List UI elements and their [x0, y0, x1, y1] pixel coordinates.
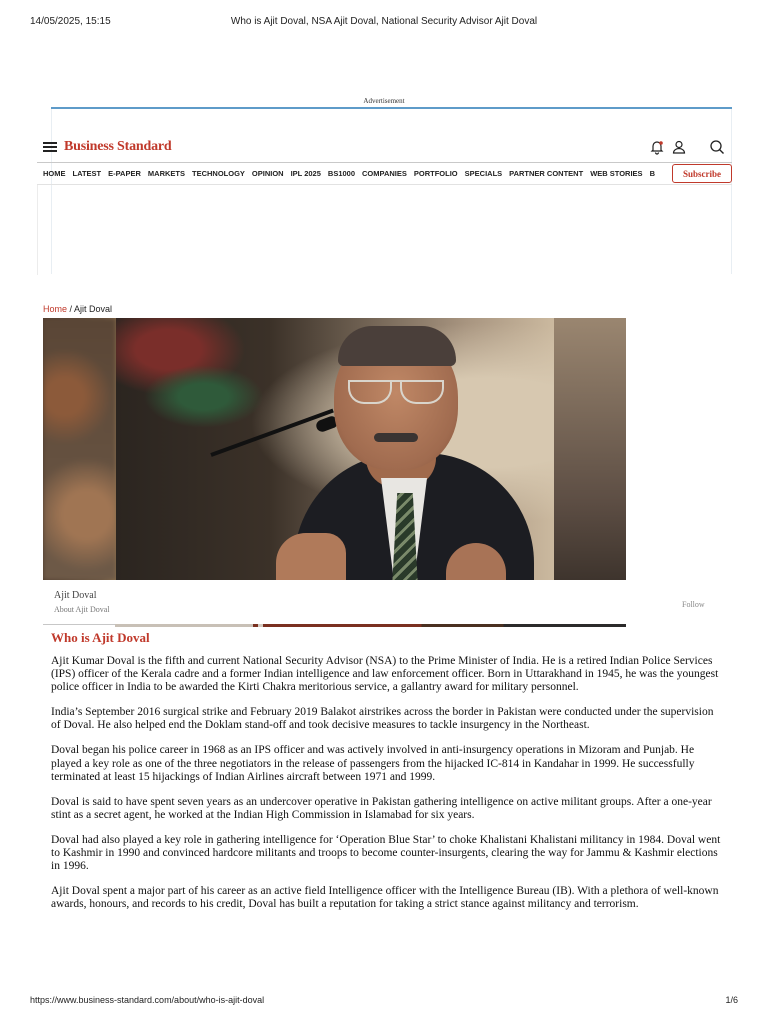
breadcrumb-current: Ajit Doval [74, 304, 113, 314]
image-strip [115, 624, 626, 627]
nav-item-markets[interactable]: MARKETS [147, 169, 185, 178]
breadcrumb-home-link[interactable]: Home [43, 304, 68, 314]
advertisement-frame-left [51, 109, 52, 274]
print-page-number: 1/6 [725, 995, 738, 1005]
nav-item-partner-content[interactable]: PARTNER CONTENT [509, 169, 584, 178]
nav-item-home[interactable]: HOME [43, 169, 66, 178]
nav-item-specials[interactable]: SPECIALS [464, 169, 503, 178]
breadcrumb-separator: / [67, 304, 75, 314]
author-about-link[interactable]: About Ajit Doval [54, 605, 110, 614]
nav-item-opinion[interactable]: OPINION [251, 169, 284, 178]
menu-icon[interactable] [43, 142, 57, 152]
page-frame-left [37, 185, 38, 275]
article-body [51, 655, 721, 923]
nav-item-ipl-2025[interactable]: IPL 2025 [290, 169, 321, 178]
user-icon[interactable] [671, 139, 687, 155]
breadcrumb [43, 304, 112, 314]
article-paragraph: Doval began his police career in 1968 as an IPS officer and was actively involved in anti-insurgency operations in Mizoram and Punjab. He played a key role as one of the three negotiators in the release of passengers from the hijacked IC-814 in Kandahar in 1999. He successfully terminated at least 15 hijackings of Indian Airlines aircraft between 1971 and 1999. [51, 744, 695, 783]
main-nav [43, 163, 670, 184]
advertisement-label: Advertisement [363, 97, 405, 105]
nav-item-portfolio[interactable]: PORTFOLIO [413, 169, 458, 178]
search-icon[interactable] [709, 139, 725, 155]
print-page-title: Who is Ajit Doval, NSA Ajit Doval, National Security Advisor Ajit Doval [230, 16, 538, 27]
nav-item-e-paper[interactable]: E-PAPER [108, 169, 141, 178]
nav-divider-bottom [37, 184, 732, 185]
bell-icon[interactable] [649, 139, 665, 155]
nav-item-bs1000[interactable]: BS1000 [327, 169, 356, 178]
nav-item-truncated[interactable]: B [649, 169, 655, 178]
advertisement-frame-right [731, 109, 732, 274]
nav-item-companies[interactable]: COMPANIES [362, 169, 407, 178]
article-paragraph: India’s September 2016 surgical strike and February 2019 Balakot airstrikes across the border in Pakistan were conducted under the supervision of Doval. He also helped end the Doklam stand-off and took decisive measures to tackle insurgency in the Northeast. [51, 706, 714, 732]
follow-button[interactable]: Follow [682, 600, 705, 609]
subscribe-button[interactable]: Subscribe [672, 164, 732, 183]
author-strip-divider [43, 624, 115, 625]
nav-item-technology[interactable]: TECHNOLOGY [192, 169, 245, 178]
author-name[interactable]: Ajit Doval [54, 590, 97, 601]
article-paragraph: Ajit Doval spent a major part of his career as an active field Intelligence officer with the Intelligence Bureau (IB). With a plethora of well-known awards, honours, and records to his credit, Doval has built a reputation for taking a strict stance against militancy and terrorism. [51, 885, 719, 911]
article-paragraph: Doval had also played a key role in gathering intelligence for ‘Operation Blue Star’ to choke Khalistani Khalistani militancy in 1984. Doval went to Kashmir in 1990 and convinced hardcore militants and troops to become counter-insurgents, clearing the way for Jammu & Kashmir elections in 1996. [51, 833, 721, 873]
article-paragraph: Doval is said to have spent seven years as an undercover operative in Pakistan gathering intelligence on active militant groups. After a one-year stint as a secret agent, he worked at the Indian High Commission in Islamabad for six years. [51, 795, 712, 821]
article-paragraph: Ajit Kumar Doval is the fifth and current National Security Advisor (NSA) to the Prime Minister of India. He is a retired Indian Police Services (IPS) officer of the Kerala cadre and a former Indian intelligence and law enforcement officer. Born in Uttarakhand in 1945, he was the youngest police officer in India to be awarded the Kirti Chakra meritorious service, a gallantry award for military personnel. [51, 655, 719, 694]
site-logo[interactable]: Business Standard [64, 139, 172, 154]
hero-photo [43, 318, 626, 580]
article-heading: Who is Ajit Doval [51, 630, 150, 645]
nav-item-latest[interactable]: LATEST [72, 169, 102, 178]
advertisement-divider [51, 107, 732, 109]
print-url: https://www.business-standard.com/about/who-is-ajit-doval [30, 995, 265, 1005]
print-datetime: 14/05/2025, 15:15 [30, 16, 111, 27]
nav-item-web-stories[interactable]: WEB STORIES [590, 169, 643, 178]
